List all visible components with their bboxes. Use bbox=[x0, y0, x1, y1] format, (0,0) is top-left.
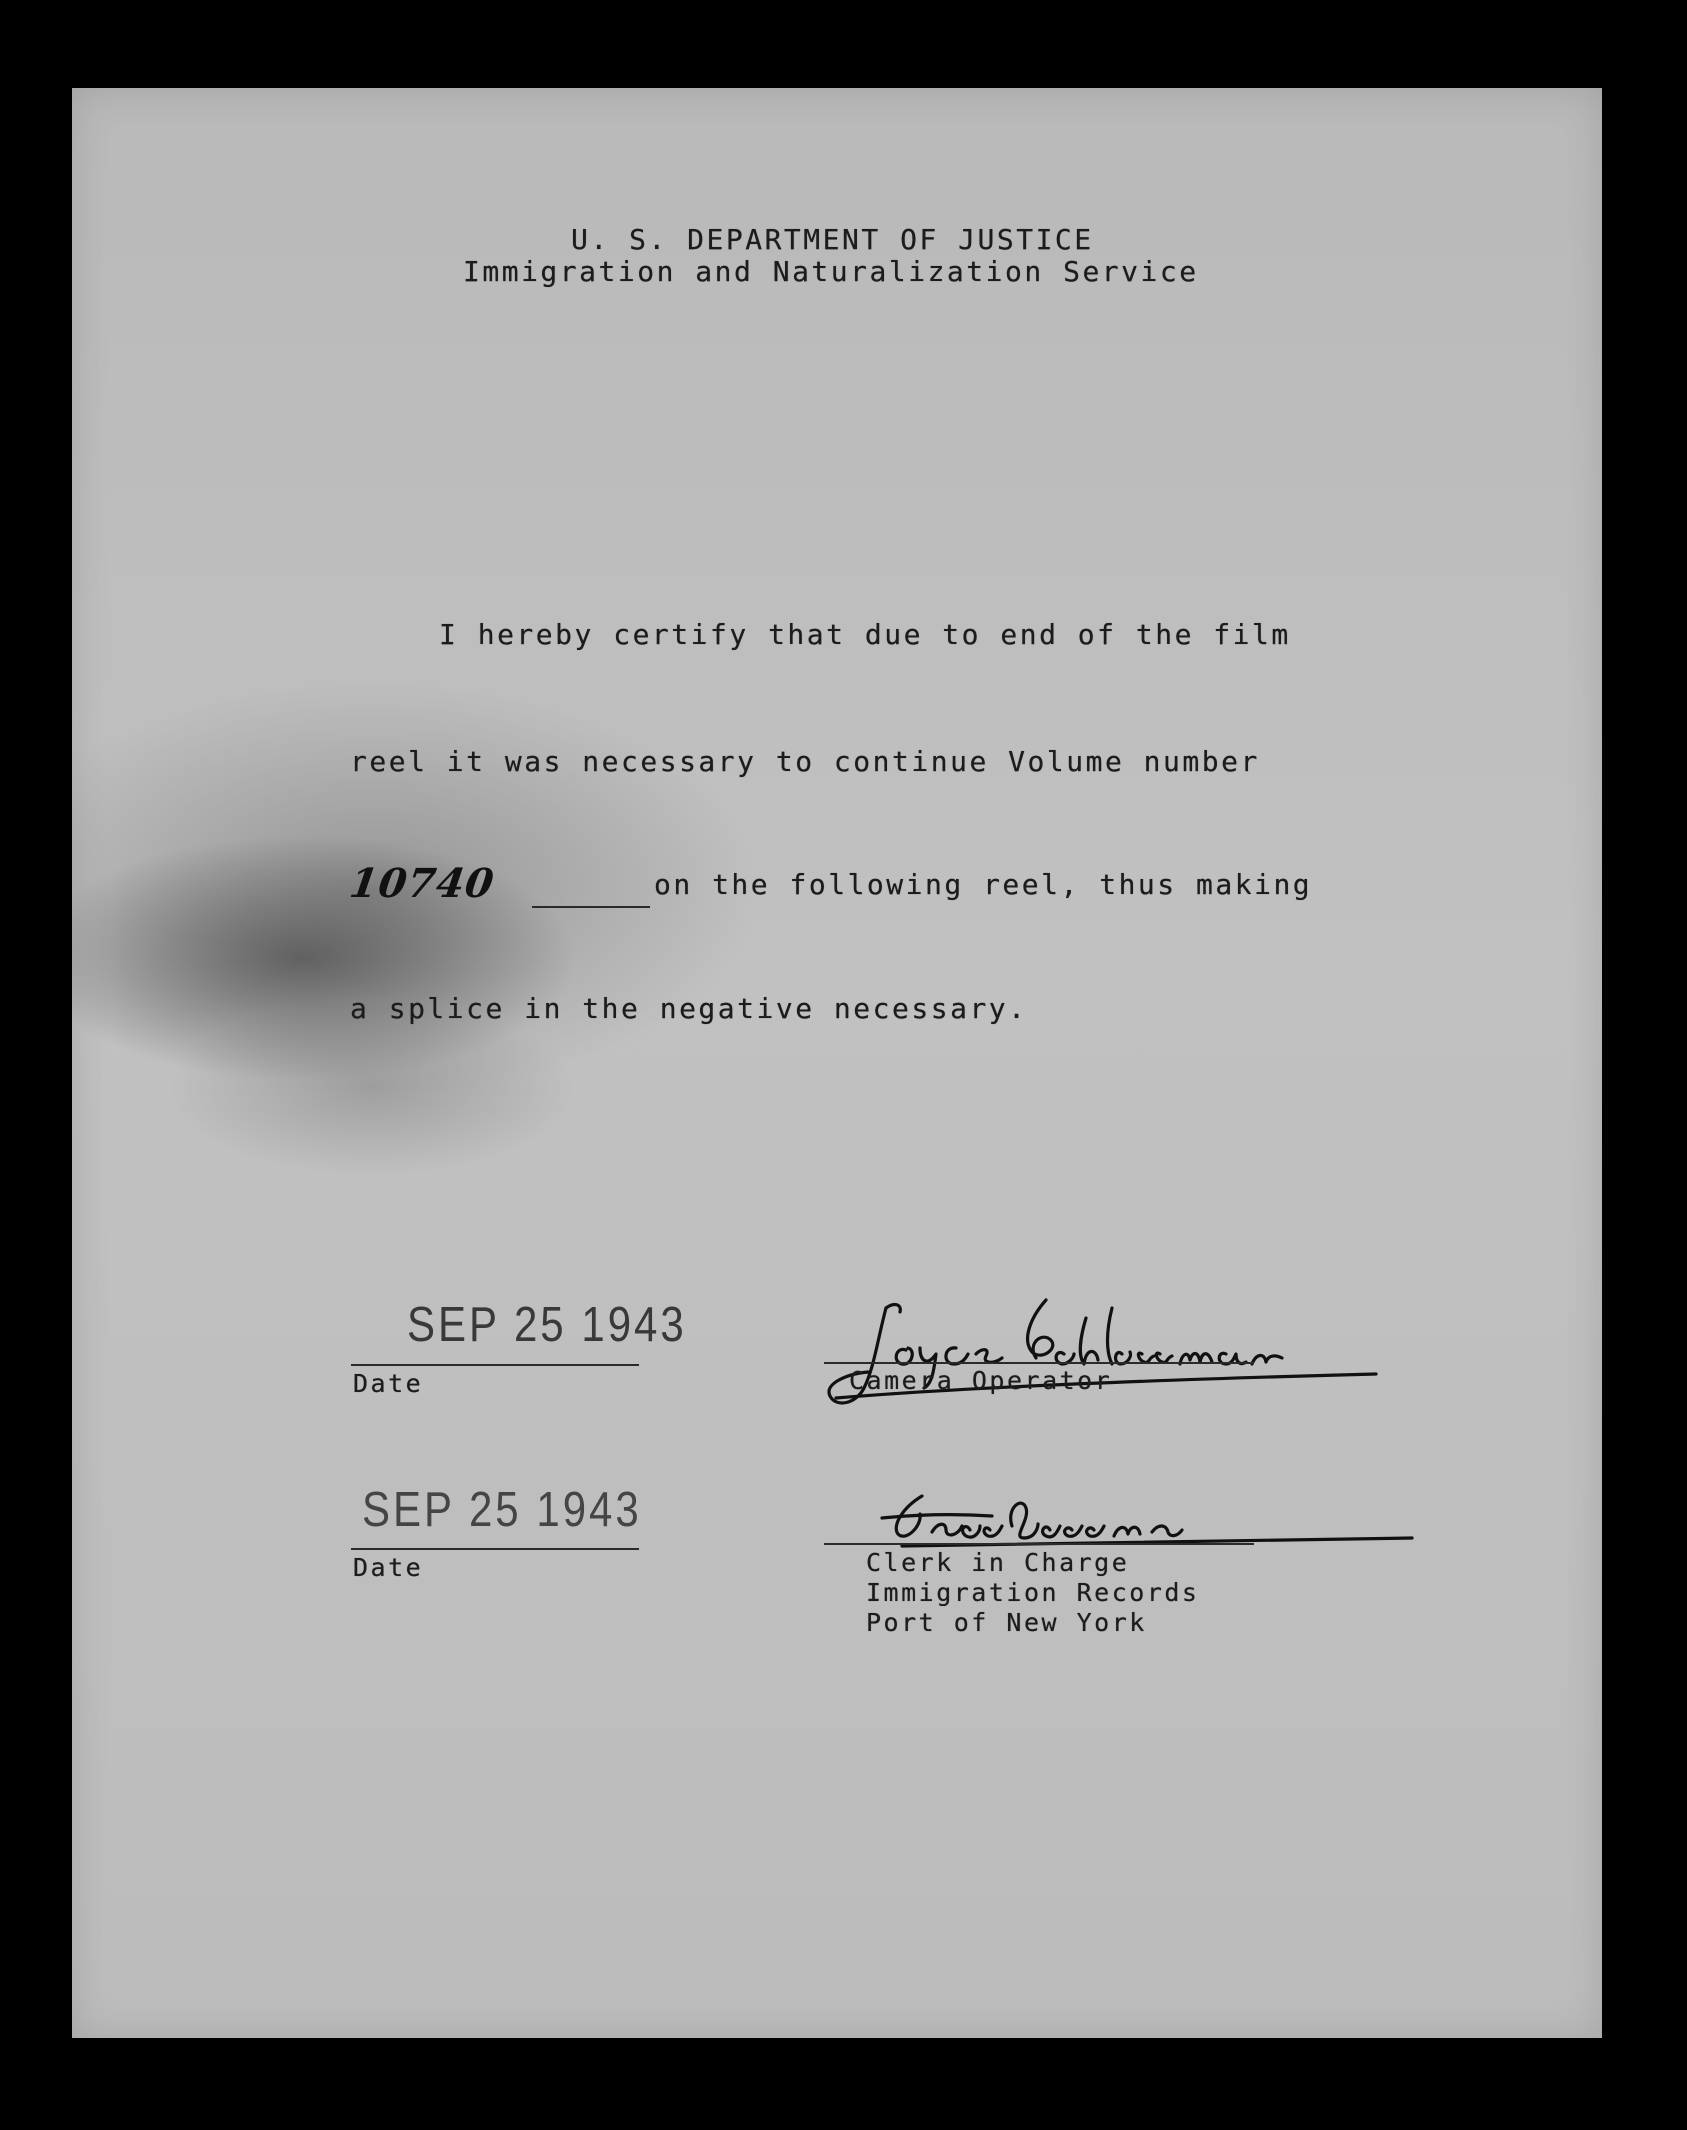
certification-line-2: reel it was necessary to continue Volume number bbox=[350, 745, 1260, 778]
clerk-signature bbox=[862, 1486, 1422, 1556]
document-page bbox=[72, 88, 1602, 2038]
camera-operator-label: Camera Operator bbox=[849, 1366, 1113, 1395]
header-department: U. S. DEPARTMENT OF JUSTICE bbox=[571, 223, 1094, 256]
date-line-2 bbox=[351, 1548, 639, 1550]
handwritten-volume-number: 10740 bbox=[346, 860, 498, 907]
date-stamp-1: SEP 25 1943 bbox=[407, 1296, 687, 1352]
certification-line-4: a splice in the negative necessary. bbox=[350, 992, 1028, 1025]
volume-number-blank-line bbox=[532, 906, 650, 908]
date-stamp-2: SEP 25 1943 bbox=[362, 1481, 642, 1537]
certification-line-1: I hereby certify that due to end of the film bbox=[439, 618, 1291, 651]
date-label-2: Date bbox=[353, 1553, 424, 1582]
date-line-1 bbox=[351, 1364, 639, 1366]
clerk-title-label: Clerk in Charge bbox=[866, 1548, 1130, 1577]
clerk-port-label: Port of New York bbox=[866, 1608, 1147, 1637]
header-service: Immigration and Naturalization Service bbox=[463, 255, 1199, 288]
date-label-1: Date bbox=[353, 1369, 424, 1398]
certification-line-3: on the following reel, thus making bbox=[654, 868, 1313, 901]
camera-operator-signature-line bbox=[824, 1362, 1254, 1364]
clerk-department-label: Immigration Records bbox=[866, 1578, 1200, 1607]
clerk-signature-line bbox=[824, 1543, 1254, 1545]
